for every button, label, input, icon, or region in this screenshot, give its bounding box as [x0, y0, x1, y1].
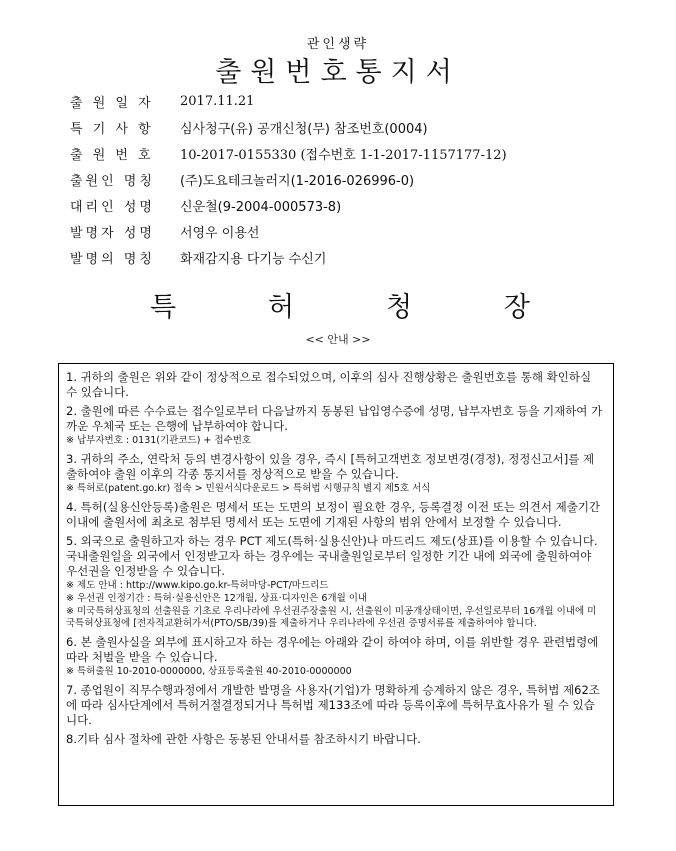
field-label: 출 원 일 자 — [70, 95, 154, 111]
field-agent-name — [70, 192, 630, 218]
guide-item-1: 1. 귀하의 출원은 위와 같이 정상적으로 접수되었으며, 이후의 심사 진행상황은 출원번호를 통해 확인하실 수 있습니다. — [66, 370, 592, 399]
issuer-name — [150, 285, 530, 324]
guide-item-2: 2. 출원에 따른 수수료는 접수일로부터 다음날까지 동봉된 납입영수증에 성명, 납부자번호 등을 기재하여 가까운 우체국 또는 은행에 납부하여야 합니다. — [66, 404, 603, 433]
field-label: 특 기 사 항 — [70, 121, 154, 137]
field-application-number — [70, 140, 630, 166]
field-value: (주)도요테크놀러지(1-2016-026996-0) — [180, 173, 415, 189]
guide-box — [58, 363, 614, 806]
field-value: 신운철(9-2004-000573-8) — [180, 199, 342, 215]
field-applicant-name — [70, 166, 630, 192]
field-invention-title — [70, 244, 630, 270]
application-fields — [70, 88, 630, 270]
guide-item-6: 6. 본 출원사실을 외부에 표시하고자 하는 경우에는 아래와 같이 하여야 하며, 이를 위반할 경우 관련법령에 따라 처벌을 받을 수 있습니다. — [66, 635, 599, 664]
field-value: 10-2017-0155330 (접수번호 1-1-2017-1157177-12) — [180, 147, 507, 163]
issuer-char: 특 — [150, 292, 177, 323]
seal-omitted-label: 관인생략 — [306, 37, 370, 52]
guide-item-8: 8.기타 심사 절차에 관한 사항은 동봉된 안내서를 참조하시기 바랍니다. — [66, 732, 421, 746]
guide-item-7: 7. 종업원이 직무수행과정에서 개발한 발명을 사용자(기업)가 명확하게 승계하지 않은 경우, 특허법 제62조에 따라 심사단계에서 특허거절결정되거나 특허법 제133조에 따라 등록이후에 특허무효사유가 될 수 있습니다. — [66, 683, 600, 727]
field-label: 대리인 성명 — [70, 199, 155, 215]
issuer-char: 청 — [385, 292, 413, 323]
field-application-date — [70, 88, 630, 114]
guide-item-4: 4. 특허(실용신안등록)출원은 명세서 또는 도면의 보정이 필요한 경우, 등록결정 이전 또는 의견서 제출기간 이내에 출원서에 최초로 첨부된 명세서 또는 도면에 기재된 사항의 범위 안에서 보정할 수 있습니다. — [66, 500, 601, 529]
field-special-notes — [70, 114, 630, 140]
field-label: 발명자 성명 — [70, 225, 155, 241]
field-label: 출 원 번 호 — [70, 147, 154, 163]
guide-note: ※ 미국특허상표청의 선출원을 기초로 우리나라에 우선권주장출원 시, 선출원이 미공개상태이면, 우선일로부터 16개월 이내에 미국특허상표청에 [전자적교환허가서(PTO/SB/39)를 제출하거나 우리나라에 우선권 증명서류를 제출하여야 합니다. — [66, 606, 597, 629]
field-value: 2017.11.21 — [180, 93, 255, 109]
guide-note: ※ 특허출원 10-2010-0000000, 상표등록출원 40-2010-0000000 — [66, 666, 352, 677]
guide-item-5: 5. 외국으로 출원하고자 하는 경우 PCT 제도(특허·실용신안)나 마드리드 제도(상표)를 이용할 수 있습니다. 국내출원일을 외국에서 인정받고자 하는 경우에는 국내출원일로부터 일정한 기간 내에 외국에 출원하여야 우선권을 인정받을 수 있습니다. — [66, 534, 598, 578]
field-value: 서영우 이용선 — [180, 225, 260, 241]
document-title: 출원번호통지서 — [215, 57, 461, 88]
guide-note: ※ 우선권 인정기간 : 특허·실용신안은 12개월, 상표·디자인은 6개월 이내 — [66, 593, 368, 604]
field-label: 발명의 명칭 — [70, 251, 155, 267]
guide-note: ※ 특허로(patent.go.kr) 접속 > 민원서식다운로드 > 특허법 시행규칙 별지 제5호 서식 — [66, 483, 431, 494]
issuer-char: 장 — [503, 292, 530, 323]
field-value: 화재감지용 다기능 수신기 — [180, 251, 327, 267]
guide-heading: << 안내 >> — [305, 333, 371, 346]
guide-note: ※ 제도 안내 : http://www.kipo.go.kr-특허마당-PCT/마드리드 — [66, 580, 329, 591]
field-label: 출원인 명칭 — [70, 173, 155, 189]
field-value: 심사청구(유) 공개신청(무) 참조번호(0004) — [180, 121, 428, 137]
field-inventor-name — [70, 218, 630, 244]
issuer-char: 허 — [267, 292, 295, 323]
guide-item-3: 3. 귀하의 주소, 연락처 등의 변경사항이 있을 경우, 즉시 [특허고객번호 정보변경(경정), 정정신고서]를 제출하여야 출원 이후의 각종 통지서를 정상적으로 받을 수 있습니다. — [66, 452, 595, 481]
guide-note: ※ 납부자번호 : 0131(기관코드) + 접수번호 — [66, 435, 252, 446]
